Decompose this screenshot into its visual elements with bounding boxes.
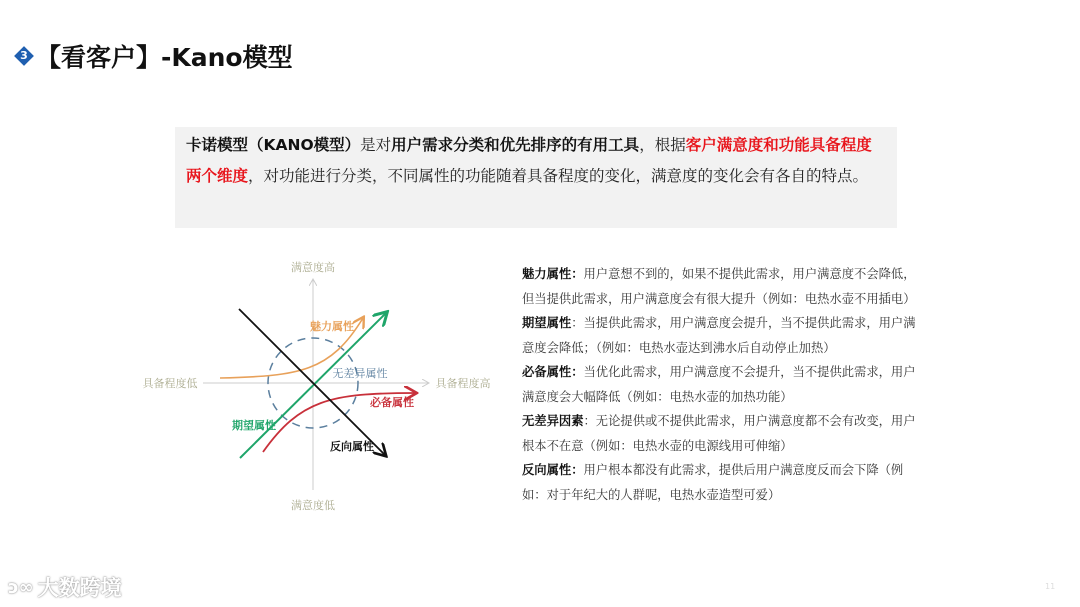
intro-segment: 是对 <box>360 136 392 154</box>
definition-desc: 当优化此需求，用户满意度不会提升，当不提供此需求，用户满意度会大幅降低（例如：电热水壶的加热功能） <box>522 365 916 404</box>
intro-segment: 用户需求分类和优先排序的有用工具 <box>391 136 640 154</box>
definition-desc: ：无论提供或不提供此需求，用户满意度都不会有改变，用户根本不在意（例如：电热水壶的电源线用可伸缩） <box>522 414 916 453</box>
definition-term: 必备属性： <box>522 365 584 379</box>
definition-term: 无差异因素 <box>522 414 584 428</box>
intro-box <box>175 127 897 228</box>
definition-item <box>522 360 927 409</box>
definition-desc: 用户意想不到的，如果不提供此需求，用户满意度不会降低，但当提供此需求，用户满意度会有很大提升（例如：电热水壶不用插电） <box>522 267 916 306</box>
axis-label-top: 满意度高 <box>291 261 335 274</box>
definition-item <box>522 409 927 458</box>
number-badge-icon: 3 <box>14 46 34 66</box>
logo-icon: ↄ∞ <box>8 576 34 598</box>
definition-desc: ：当提供此需求，用户满意度会提升，当不提供此需求，用户满意度会降低；（例如：电热水壶达到沸水后自动停止加热） <box>522 316 916 355</box>
slide-title <box>14 38 293 74</box>
must-be-label: 必备属性 <box>370 396 414 409</box>
indifferent-label: 无差异属性 <box>332 367 388 380</box>
intro-segment: ，对功能进行分类，不同属性的功能随着具备程度的变化，满意度的变化会有各自的特点。 <box>248 167 869 185</box>
definitions-list <box>522 262 927 507</box>
definition-desc: 用户根本都没有此需求，提供后用户满意度反而会下降（例如：对于年纪大的人群呢，电热水壶造型可爱） <box>522 463 904 502</box>
definition-item <box>522 262 927 311</box>
reverse-label: 反向属性 <box>330 440 374 453</box>
slide-title-text: 【看客户】-Kano模型 <box>36 43 293 72</box>
axis-label-right: 具备程度高 <box>435 377 491 390</box>
definition-item <box>522 311 927 360</box>
axis-label-bottom: 满意度低 <box>291 499 335 512</box>
intro-segment: ，根据 <box>639 136 686 154</box>
intro-highlight: 客户满意度和功能具备程度两个维度 <box>186 136 872 185</box>
attractive-label: 魅力属性 <box>310 320 354 333</box>
axis-label-left: 具备程度低 <box>142 377 198 390</box>
definition-term: 魅力属性： <box>522 267 584 281</box>
logo-text: 大数跨境 <box>37 576 122 600</box>
page-number: 11 <box>1045 582 1056 591</box>
kano-diagram <box>130 250 500 530</box>
intro-segment: 卡诺模型（KANO模型） <box>186 136 361 154</box>
performance-label: 期望属性 <box>232 419 276 432</box>
definition-term: 反向属性： <box>522 463 584 477</box>
definition-item <box>522 458 927 507</box>
definition-term: 期望属性 <box>522 316 572 330</box>
watermark-logo <box>8 572 122 602</box>
